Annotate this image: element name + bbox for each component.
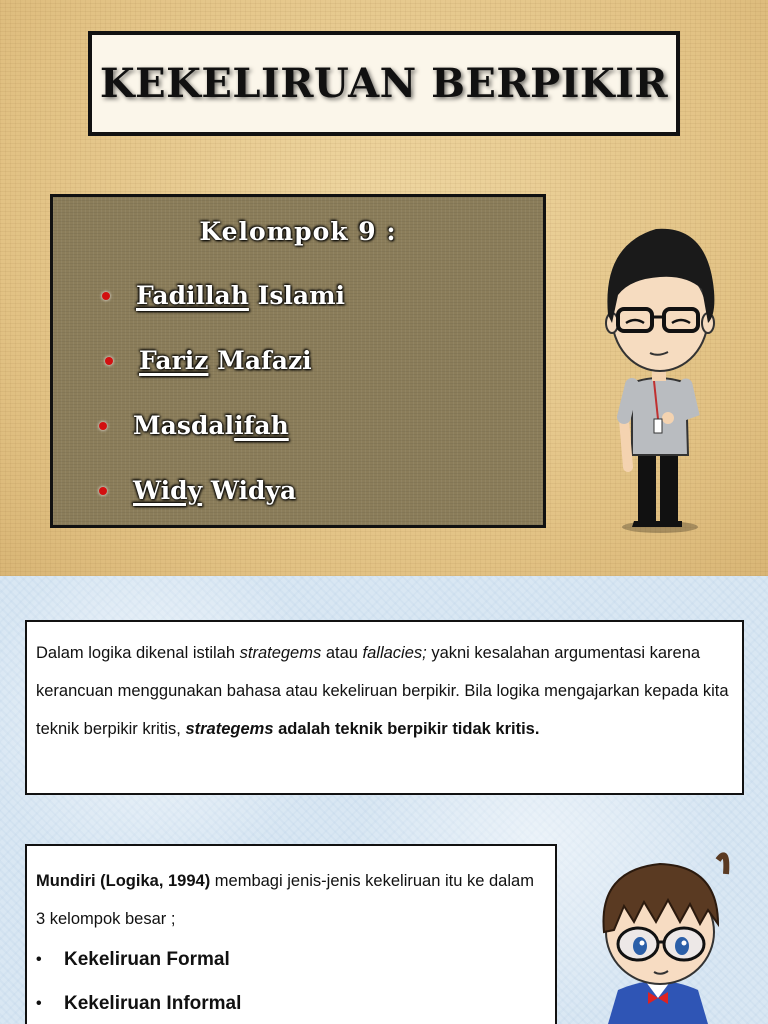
member-name-part: Masdal [133,411,235,440]
paragraph-text: yakni kesalahan argumentasi karena kerancuan menggunakan bahasa atau kekeliruan berpikir. Bila logika mengajarkan kepada kita teknik berpikir kritis, [36,644,729,738]
intro-text: membagi jenis-jenis kekeliruan itu ke dalam 3 kelompok besar ; [36,872,534,928]
term-fallacies: fallacies; [362,644,427,662]
member-item [105,346,312,375]
slide-2 [0,576,768,1024]
member-last-name: Mafazi [208,346,312,375]
bullet-icon [105,357,113,365]
classification-intro [36,862,545,938]
member-first-name: Fadillah [136,281,249,310]
bullet-icon [102,292,110,300]
classification-box [25,844,557,1024]
title-box [88,31,680,136]
member-last-name: Islami [248,281,346,310]
paragraph-conclusion: adalah teknik berpikir tidak kritis. [273,720,540,738]
member-first-name: Fariz [139,346,209,375]
citation: Mundiri (Logika, 1994) [36,872,211,890]
bullet-icon: • [36,951,42,968]
member-last-name: Widya [202,476,297,505]
bullet-icon [99,422,107,430]
boy-with-glasses-character-icon [590,205,730,535]
list-item-label: Kekeliruan Formal [64,949,230,970]
list-item-label: Kekeliruan Informal [64,993,242,1014]
member-first-name: Widy [133,476,203,505]
slide-title: KEKELIRUAN BERPIKIR [99,60,669,107]
paragraph-text: Dalam logika dikenal istilah [36,644,240,662]
member-item [99,476,296,505]
detective-boy-character-icon [568,840,748,1024]
group-members-panel [50,194,546,528]
bullet-icon: • [36,995,42,1012]
bullet-icon [99,487,107,495]
list-item [36,982,545,1024]
group-heading: Kelompok 9 : [199,217,397,246]
member-item [102,281,345,310]
term-strategems: strategems [239,644,322,662]
term-strategems-bold: strategems [185,720,274,738]
member-name-part-underlined: ifah [234,411,289,440]
definition-paragraph-box [25,620,744,795]
member-item [99,411,289,440]
paragraph-text: atau [321,644,363,662]
list-item [36,938,545,982]
